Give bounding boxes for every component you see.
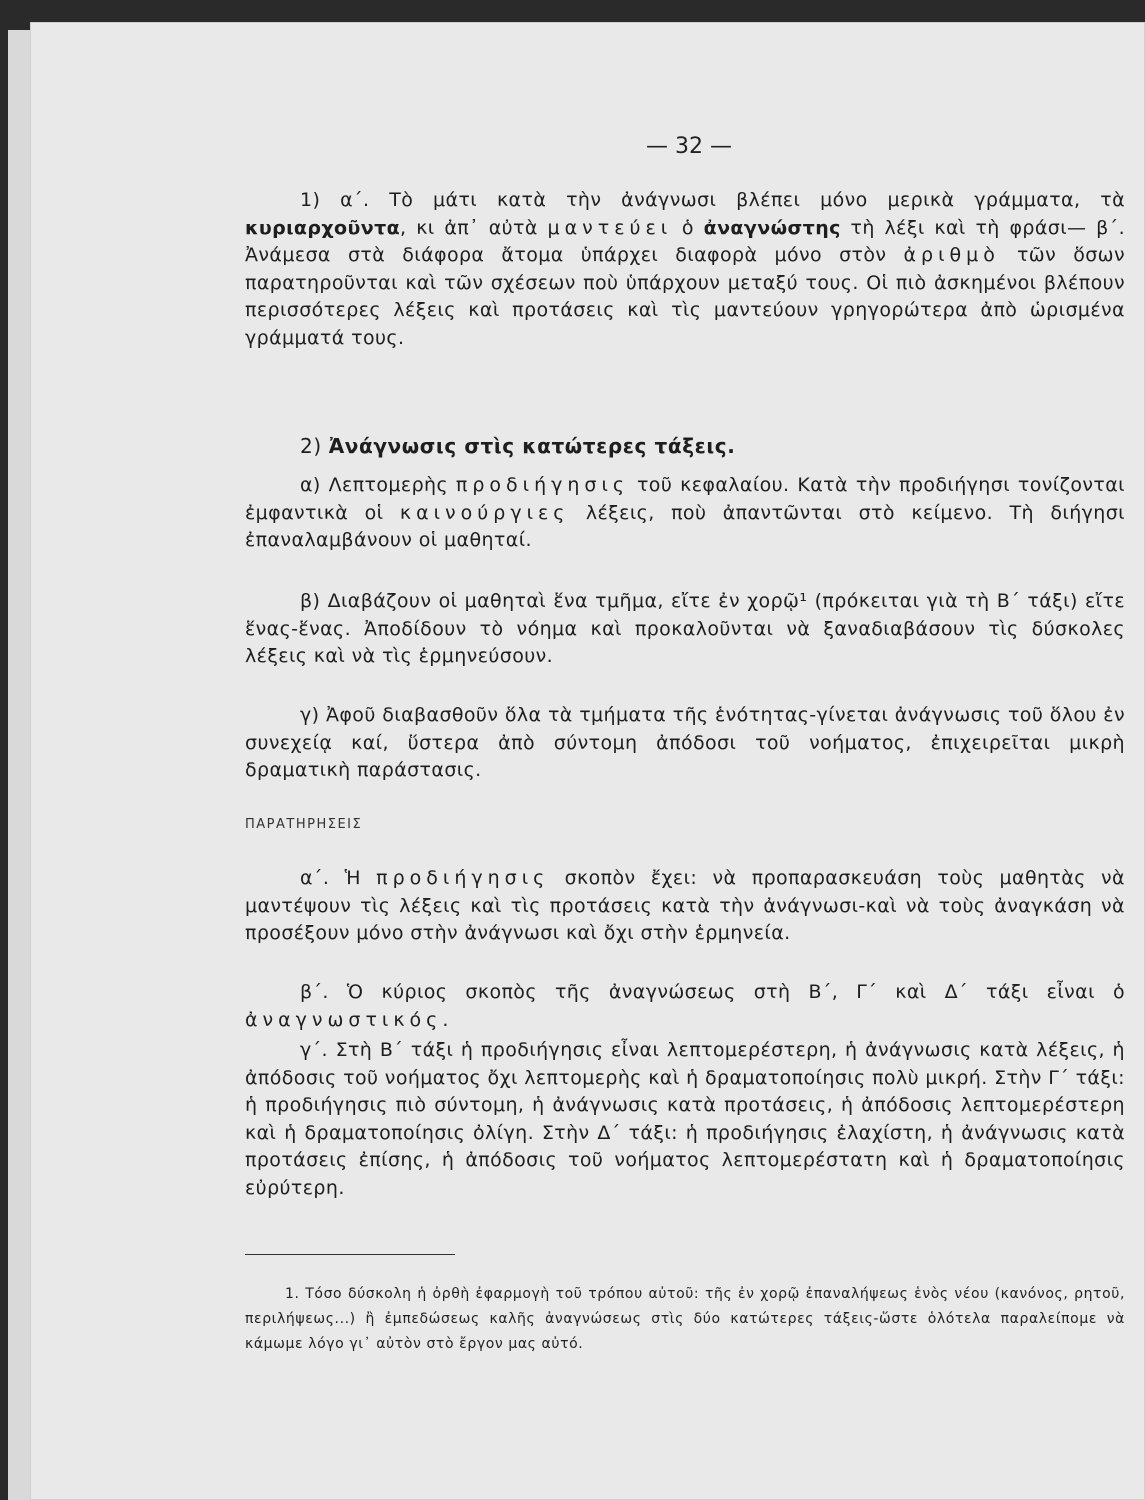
spaced-term: μαντεύει (547, 216, 673, 239)
text: ὁ (672, 216, 704, 239)
text: β) Διαβάζουν οἱ μαθηταὶ ἕνα τμῆμα, εἴτε ἐν χορῷ¹ (πρόκειται γιὰ τὴ Β΄ τάξι) εἴτε ἕνας-ἕνας. Ἀποδίδουν τὸ νόημα καὶ προκαλοῦνται νὰ ξαναδιαβάσουν τὶς δύσκολες λέξεις καὶ νὰ τὶς ἑρμηνεύσουν. (245, 590, 1125, 668)
section-2-item-b (245, 588, 1125, 671)
section-2-item-c (245, 702, 1125, 785)
bold-term: κυριαρχοῦντα (245, 216, 401, 239)
text: γ΄. Στὴ Β΄ τάξι ἡ προδιήγησις εἶναι λεπτομερέστερη, ἡ ἀνάγνωσις κατὰ λέξεις, ἡ ἀπόδοσις τοῦ νοήματος ὄχι λεπτομερὴς καὶ ἡ δραματοποίησις πολὺ μικρή. Στὴν Γ΄ τάξι: ἡ προδιήγησις πιὸ σύντομη, ἡ ἀνάγνωσις κατὰ προτάσεις, ἡ ἀπόδοσις λεπτομερέστερη καὶ ἡ δραματοποίησις ὀλίγη. Στὴν Δ΄ τάξι: ἡ προδιήγησις ἐλαχίστη, ἡ ἀνάγνωσις κατὰ προτάσεις ἐπίσης, ἡ ἀπόδοσις τοῦ νοήματος λεπτομερέστατη καὶ ἡ δραματοποίησις εὐρύτερη. (245, 1039, 1125, 1199)
spaced-term: προδιήγησις (455, 474, 630, 496)
bold-term: ἀναγνώστης (703, 216, 841, 239)
spaced-term: προδιήγησις (376, 867, 550, 889)
text: , κι ἀπ᾽ αὐτὰ (400, 216, 548, 239)
footnote-text: 1. Τόσο δύσκολη ἡ ὀρθὴ ἐφαρμογὴ τοῦ τρόπου αὐτοῦ: τῆς ἐν χορῷ ἐπαναλήψεως ἑνὸς νέου (κανόνος, ρητοῦ, περιλήψεως...) ἢ ἐμπεδώσεως καλῆς ἀναγνώσεως στὶς δύο κατώτερες τάξεις-ὥστε ὁλότελα παραλείπομε νὰ κάμωμε λόγο γι᾽ αὐτὸν στὸ ἔργον μας αὐτό. (245, 1286, 1125, 1352)
text: τοῦ κεφαλαίου. Κατὰ τὴν προδιήγησι τονίζονται ἐμφαντικὰ οἱ (245, 474, 1125, 524)
text: . (442, 1008, 449, 1031)
page-number: — 32 — (646, 134, 732, 159)
text: 1) α΄. Τὸ μάτι κατὰ τὴν ἀνάγνωσι βλέπει μόνο μερικὰ γράμματα, τὰ (300, 189, 1125, 211)
spaced-term: καινούργιες (399, 501, 570, 524)
spaced-term: ἀναγνωστικός (245, 1008, 443, 1031)
note-a (245, 865, 1125, 948)
section-2-heading (300, 434, 735, 458)
text: τῶν ὅσων παρατηροῦνται καὶ τῶν σχέσεων ποὺ ὑπάρχουν μεταξύ τους. Οἱ πιὸ ἀσκημένοι βλέπουν περισσότερες λέξεις καὶ προτάσεις καὶ τὶς μαντεύουν γρηγορώτερα ἀπὸ ὡρισμένα γράμματά τους. (245, 244, 1125, 349)
text: α) Λεπτομερὴς (300, 474, 456, 496)
note-c (245, 1037, 1125, 1203)
section-1-paragraph (245, 187, 1125, 353)
text: σκοπὸν ἔχει: νὰ προπαρασκευάση τοὺς μαθητὰς νὰ μαντέψουν τὶς λέξεις καὶ τὶς προτάσεις κατὰ τὴν ἀνάγνωσι-καὶ νὰ τοὺς ἀναγκάση νὰ προσέξουν μόνο στὴν ἀνάγνωσι καὶ ὄχι στὴν ἑρμηνεία. (245, 867, 1125, 945)
section-2-item-a (245, 472, 1125, 555)
note-b (245, 979, 1125, 1034)
text: β΄. Ὁ κύριος σκοπὸς τῆς ἀναγνώσεως στὴ Β΄, Γ΄ καὶ Δ΄ τάξι εἶναι ὁ (300, 981, 1125, 1003)
footnote-divider (245, 1254, 455, 1255)
spaced-term: ἀριθμὸ (903, 244, 1000, 267)
footnote (245, 1282, 1125, 1357)
text: λέξεις, ποὺ ἀπαντῶνται στὸ κείμενο. Τὴ διήγησι ἐπαναλαμβάνουν οἱ μαθηταί. (245, 501, 1125, 552)
heading-text: Ἀνάγνωσις στὶς κατώτερες τάξεις. (328, 434, 736, 458)
text: τὴ λέξι καὶ τὴ φράσι— β΄. Ἀνάμεσα στὰ διάφορα ἄτομα ὑπάρχει διαφορὰ μόνο στὸν (245, 216, 1126, 267)
heading-number: 2) (300, 434, 329, 458)
document-page (30, 22, 1145, 1500)
notes-title: ΠΑΡΑΤΗΡΗΣΕΙΣ (245, 817, 363, 832)
text: γ) Ἀφοῦ διαβασθοῦν ὅλα τὰ τμήματα τῆς ἑνότητας-γίνεται ἀνάγνωσις τοῦ ὅλου ἐν συνεχείᾳ καί, ὕστερα ἀπὸ σύντομη ἀπόδοσι τοῦ νοήματος, ἐπιχειρεῖται μικρὴ δραματικὴ παράστασις. (245, 704, 1125, 782)
text: α΄. Ἡ (300, 867, 377, 889)
